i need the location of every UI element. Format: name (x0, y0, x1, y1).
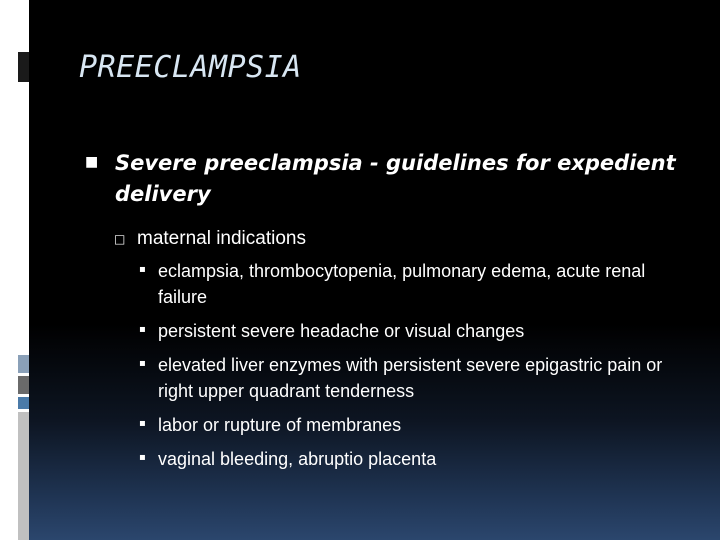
decorative-bar (18, 52, 29, 82)
small-square-bullet-icon: ▪ (139, 418, 146, 429)
list-item-text: vaginal bleeding, abruptio placenta (158, 449, 437, 469)
list-item (139, 352, 699, 404)
bullet-level-3-list (139, 258, 699, 480)
list-item-text: elevated liver enzymes with persistent severe epigastric pain or right upper quadrant tenderness (158, 355, 663, 401)
bullet-level-1-text: Severe preeclampsia - guidelines for expedient delivery (115, 151, 676, 206)
small-square-bullet-icon: ▪ (139, 358, 146, 369)
list-item (139, 446, 699, 472)
decorative-bar (18, 412, 29, 540)
list-item-text: eclampsia, thrombocytopenia, pulmonary edema, acute renal failure (158, 261, 646, 307)
small-square-bullet-icon: ▪ (139, 324, 146, 335)
bullet-level-1 (85, 148, 685, 210)
slide-content (29, 0, 720, 540)
list-item-text: persistent severe headache or visual changes (158, 321, 525, 341)
left-margin (0, 0, 29, 540)
small-square-bullet-icon: ▪ (139, 452, 146, 463)
decorative-bar (18, 376, 29, 394)
decorative-bar (18, 397, 29, 409)
list-item (139, 412, 699, 438)
square-bullet-icon: ■ (85, 154, 99, 170)
small-square-bullet-icon: ▪ (139, 264, 146, 275)
list-item-text: labor or rupture of membranes (158, 415, 402, 435)
slide-title: PREECLAMPSIA (79, 50, 302, 85)
decorative-bar (18, 355, 29, 373)
bullet-level-2 (114, 226, 674, 252)
list-item (139, 258, 699, 310)
list-item (139, 318, 699, 344)
bullet-level-2-text: maternal indications (137, 228, 306, 249)
hollow-square-bullet-icon: □ (114, 232, 126, 246)
